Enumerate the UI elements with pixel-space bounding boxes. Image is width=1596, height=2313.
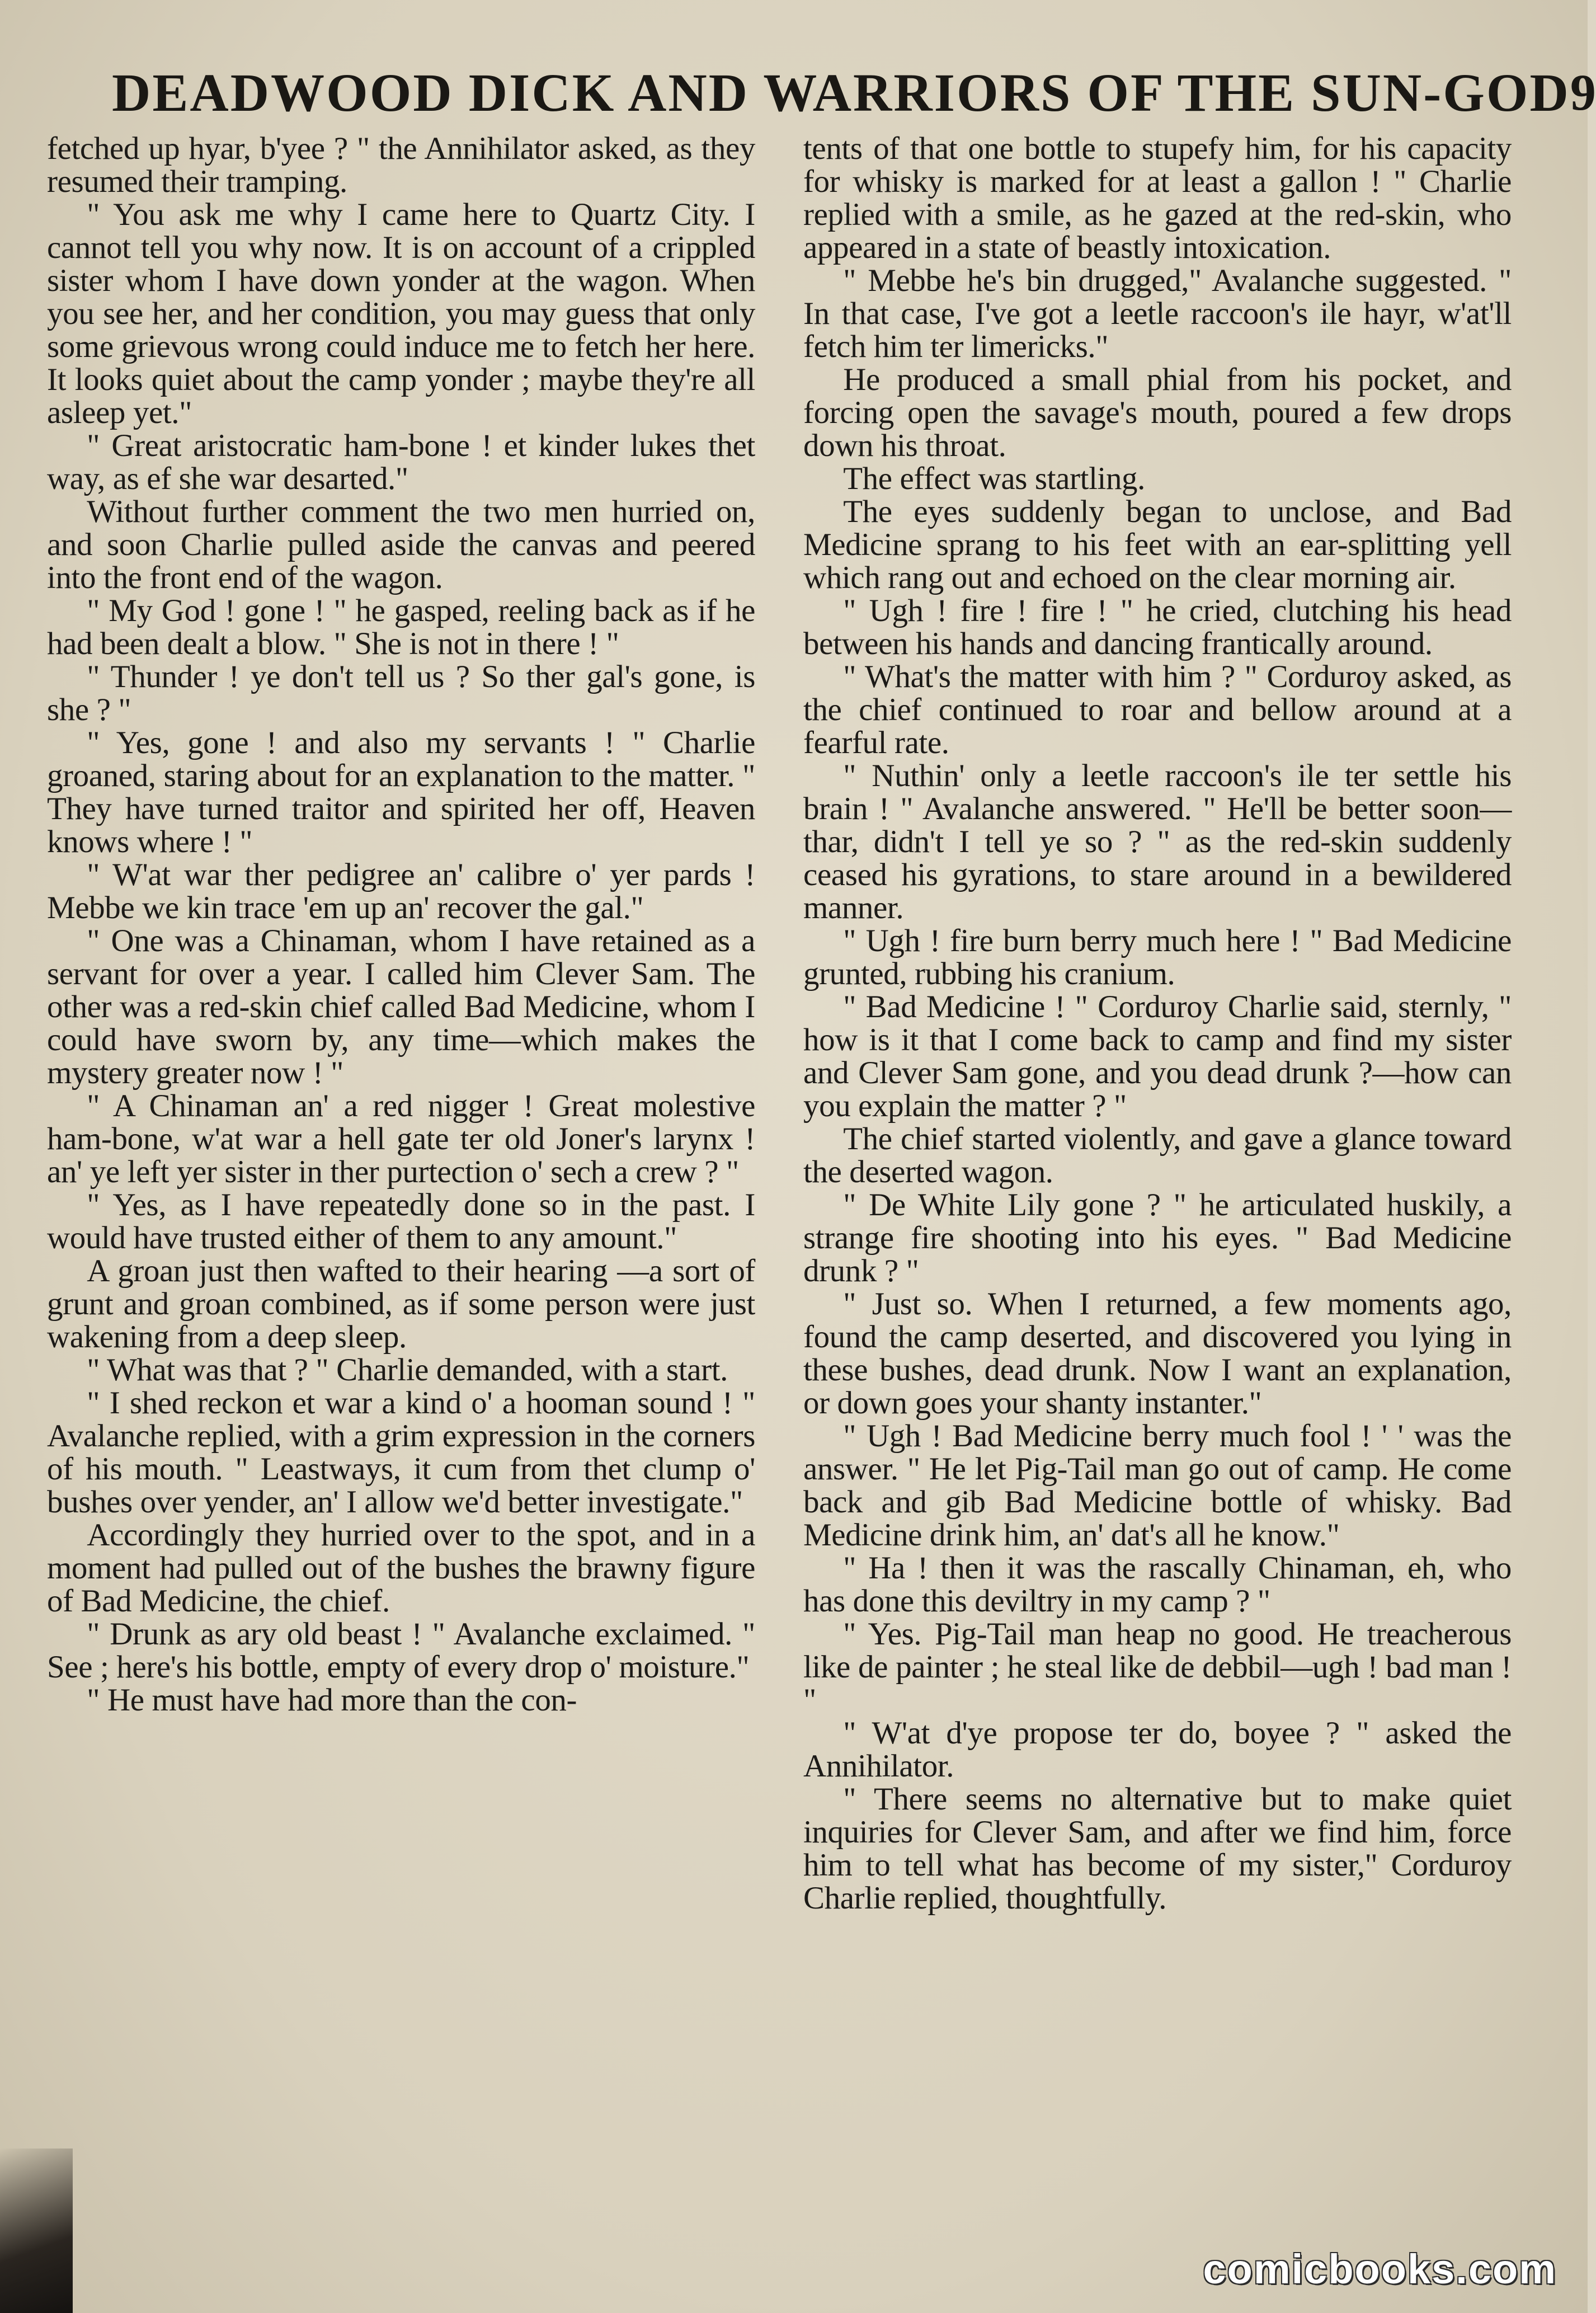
paragraph: " Mebbe he's bin drugged," Avalanche suggested. " In that case, I've got a leetle raccoon's ile hayr, w'at'll fetch him ter limericks." xyxy=(803,263,1512,364)
paragraph: " What's the matter with him ? " Corduroy asked, as the chief continued to roar and bellow around at a fearful rate. xyxy=(803,659,1512,760)
paragraph: " My God ! gone ! " he gasped, reeling back as if he had been dealt a blow. " She is not in there ! " xyxy=(47,593,755,661)
paragraph: " You ask me why I came here to Quartz City. I cannot tell you why now. It is on account of a crippled sister whom I have down yonder at the wagon. When you see her, and her condition, you may guess that only some grievous wrong could induce me to fetch her here. It looks quiet about the camp yonder ; maybe they're all asleep yet." xyxy=(47,197,755,430)
paragraph: " What was that ? " Charlie demanded, with a start. xyxy=(87,1352,728,1388)
paragraph: " One was a Chinaman, whom I have retained as a servant for over a year. I called him Clever Sam. The other was a red-skin chief called Bad Medicine, whom I could have sworn by, any time—which makes the mystery greater now ! " xyxy=(47,923,755,1090)
paragraph: " Just so. When I returned, a few moments ago, found the camp deserted, and discovered you lying in these bushes, dead drunk. Now I want an explanation, or down goes your shanty instanter." xyxy=(803,1286,1512,1421)
watermark: comicbooks.com xyxy=(1203,2246,1557,2292)
page-header xyxy=(112,56,1596,129)
paragraph: The effect was startling. xyxy=(843,461,1145,496)
paragraph: " Yes. Pig-Tail man heap no good. He treacherous like de painter ; he steal like de debbil—ugh ! bad man ! " xyxy=(803,1616,1512,1718)
paragraph: " Ugh ! fire burn berry much here ! " Bad Medicine grunted, rubbing his cranium. xyxy=(803,923,1512,991)
paragraph: fetched up hyar, b'yee ? " the Annihilator asked, as they resumed their tramping. xyxy=(47,131,755,199)
paragraph: " Great aristocratic ham-bone ! et kinder lukes thet way, as ef she war desarted." xyxy=(47,428,755,496)
paragraph: He produced a small phial from his pocket, and forcing open the savage's mouth, poured a few drops down his throat. xyxy=(803,362,1512,463)
paragraph: " There seems no alternative but to make quiet inquiries for Clever Sam, and after we find him, force him to tell what has become of my sister," Corduroy Charlie replied, thoughtfully. xyxy=(803,1781,1512,1916)
paragraph: " I shed reckon et war a kind o' a hooman sound ! " Avalanche replied, with a grim expression in the corners of his mouth. " Leastways, it cum from thet clump o' bushes over yender, an' I allow we'd better investigate." xyxy=(47,1385,755,1520)
paragraph: " W'at war ther pedigree an' calibre o' yer pards ! Mebbe we kin trace 'em up an' recover the gal." xyxy=(47,857,755,925)
paragraph: " Bad Medicine ! " Corduroy Charlie said, sternly, " how is it that I come back to camp and find my sister and Clever Sam gone, and you dead drunk ?—how can you explain the matter ? " xyxy=(803,989,1512,1123)
page-corner-shadow xyxy=(0,2149,73,2313)
paragraph: The eyes suddenly began to unclose, and Bad Medicine sprang to his feet with an ear-splitting yell which rang out and echoed on the clear morning air. xyxy=(803,494,1512,595)
paragraph: " Nuthin' only a leetle raccoon's ile ter settle his brain ! " Avalanche answered. " He'll be better soon—thar, didn't I tell ye so ? " as the red-skin suddenly ceased his gyrations, to stare around in a bewildered manner. xyxy=(803,758,1512,925)
paragraph: " Drunk as ary old beast ! " Avalanche exclaimed. " See ; here's his bottle, empty of every drop o' moisture." xyxy=(47,1616,755,1685)
paragraph: " De White Lily gone ? " he articulated huskily, a strange fire shooting into his eyes. " Bad Medicine drunk ? " xyxy=(803,1187,1512,1289)
paragraph: " Yes, as I have repeatedly done so in the past. I would have trusted either of them to any amount." xyxy=(47,1187,755,1256)
page-number: 9 xyxy=(1570,64,1596,121)
paragraph: Without further comment the two men hurried on, and soon Charlie pulled aside the canvas and peered into the front end of the wagon. xyxy=(47,494,755,595)
paragraph: " Ugh ! Bad Medicine berry much fool ! ' ' was the answer. " He let Pig-Tail man go out of camp. He come back and gib Bad Medicine bottle of whisky. Bad Medicine drink him, an' dat's all he know." xyxy=(803,1418,1512,1553)
paragraph: tents of that one bottle to stupefy him, for his capacity for whisky is marked for at least a gallon ! " Charlie replied with a smile, as he gazed at the red-skin, who appeared in a state of beastly intoxication. xyxy=(803,131,1512,265)
paragraph: " Thunder ! ye don't tell us ? So ther gal's gone, is she ? " xyxy=(47,659,755,727)
paragraph: " W'at d'ye propose ter do, boyee ? " asked the Annihilator. xyxy=(803,1715,1512,1784)
paragraph: The chief started violently, and gave a glance toward the deserted wagon. xyxy=(803,1121,1512,1190)
paragraph: " Ugh ! fire ! fire ! " he cried, clutching his head between his hands and dancing frantically around. xyxy=(803,593,1512,661)
right-text-column xyxy=(803,132,1512,2225)
paragraph: " He must have had more than the con- xyxy=(87,1682,577,1718)
paragraph: Accordingly they hurried over to the spot, and in a moment had pulled out of the bushes the brawny figure of Bad Medicine, the chief. xyxy=(47,1517,755,1619)
page-title: DEADWOOD DICK AND WARRIORS OF THE SUN-GOD xyxy=(112,62,1570,123)
left-text-column xyxy=(47,132,755,2225)
paragraph: " A Chinaman an' a red nigger ! Great molestive ham-bone, w'at war a hell gate ter old Joner's larynx ! an' ye left yer sister in ther purtection o' sech a crew ? " xyxy=(47,1088,755,1190)
paragraph: A groan just then wafted to their hearing —a sort of grunt and groan combined, as if some person were just wakening from a deep sleep. xyxy=(47,1253,755,1355)
paragraph: " Yes, gone ! and also my servants ! " Charlie groaned, staring about for an explanation to the matter. " They have turned traitor and spirited her off, Heaven knows where ! " xyxy=(47,725,755,859)
paragraph: " Ha ! then it was the rascally Chinaman, eh, who has done this deviltry in my camp ? " xyxy=(803,1550,1512,1619)
